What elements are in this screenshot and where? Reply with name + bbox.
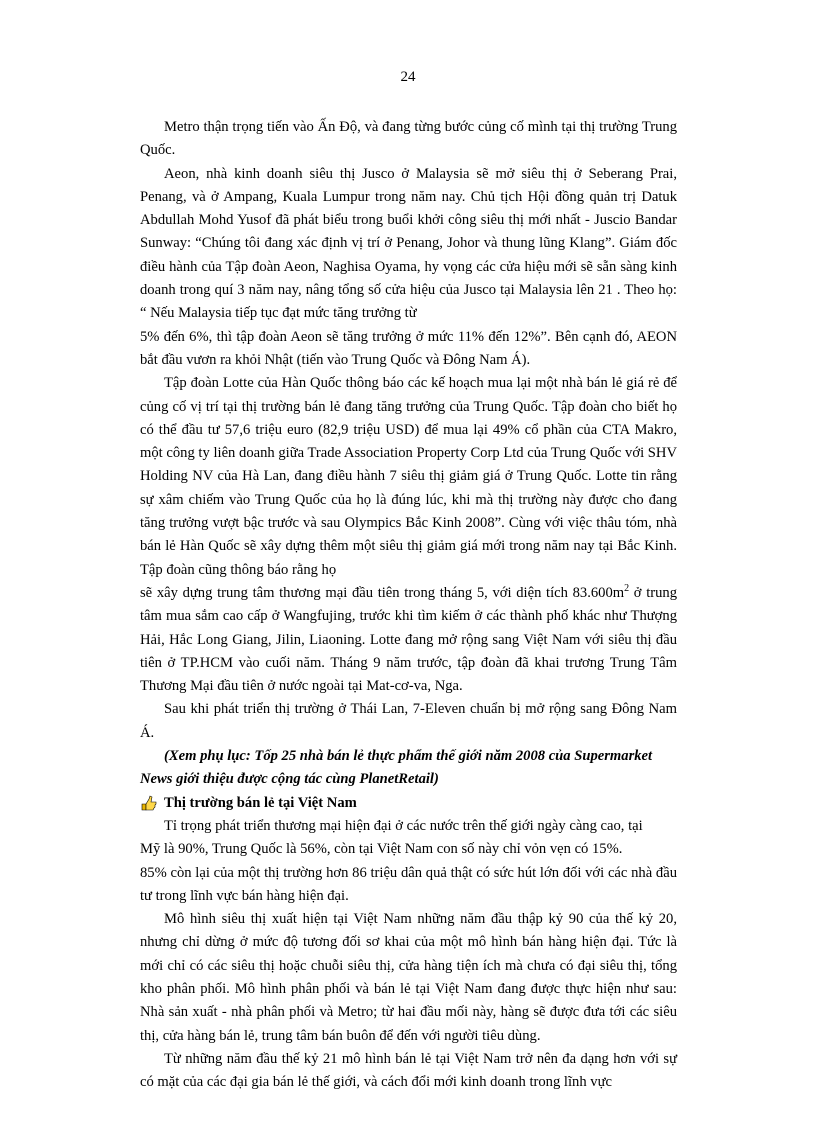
section-heading — [140, 792, 677, 815]
paragraph-vn-ratio-continued: Mỹ là 90%, Trung Quốc là 56%, còn tại Việt Nam con số này chỉ vỏn vẹn có 15%. — [140, 841, 623, 858]
section-heading-text: Thị trường bán lẻ tại Việt Nam — [164, 794, 357, 811]
document-body — [140, 116, 677, 1094]
paragraph-vn-ratio: Tỉ trọng phát triển thương mại hiện đại ở các nước trên thế giới ngày càng cao, tại — [164, 817, 643, 834]
pointing-hand-icon — [140, 795, 160, 811]
lotte-text-after: ở trung tâm mua sắm cao cấp ở Wangfujing, trước khi tìm kiếm ở các thành phố khác như Thượng Hải, Hắc Long Giang, Jilin, Liaoning. Lotte đang mở rộng sang Việt Nam với siêu thị đầu tiên ở TP.HCM vào cuối năm. Tháng 9 năm trước, tập đoàn đã khai trương Trung Tâm Thương Mại đầu tiên ở nước ngoài tại Mat-cơ-va, Nga. — [140, 584, 677, 695]
area-superscript: 2 — [624, 583, 630, 595]
paragraph-metro: Metro thận trọng tiến vào Ấn Độ, và đang từng bước củng cố mình tại thị trường Trung Quốc. — [140, 119, 677, 159]
paragraph-vn-model: Mô hình siêu thị xuất hiện tại Việt Nam những năm đầu thập kỷ 90 của thế kỷ 20, nhưng chỉ dừng ở mức độ tương đối sơ khai của một mô hình bán hàng hiện đại. Tức là mới chỉ có các siêu thị hoặc chuỗi siêu thị, cửa hàng tiện ích mà chưa có đại siêu thị, tổng kho phân phối. Mô hình phân phối và bán lẻ tại Việt Nam đang được thực hiện như sau: Nhà sản xuất - nhà phân phối và Metro; từ hai đầu mối này, hàng sẽ được đưa tới các siêu thị, cửa hàng bán lẻ, trung tâm bán buôn để đến với người tiêu dùng. — [140, 911, 677, 1044]
paragraph-aeon-continued: 5% đến 6%, thì tập đoàn Aeon sẽ tăng trưởng ở mức 11% đến 12%”. Bên cạnh đó, AEON bắt đầu vươn ra khỏi Nhật (tiến vào Trung Quốc và Đông Nam Á). — [140, 328, 677, 368]
paragraph-lotte-continued — [140, 582, 677, 698]
paragraph-lotte: Tập đoàn Lotte của Hàn Quốc thông báo các kế hoạch mua lại một nhà bán lẻ giá rẻ để củng cố vị trí tại thị trường bán lẻ đang tăng trưởng của Trung Quốc. Tập đoàn cho biết họ có thể đầu tư 57,6 triệu euro (82,9 triệu USD) để mua lại 49% cổ phần của CTA Makro, một công ty liên doanh giữa Trade Association Property Corp Ltd của Trung Quốc với SHV Holding NV của Hà Lan, đang điều hành 7 siêu thị giảm giá ở Trung Quốc. Lotte tin rằng sự xâm chiếm vào Trung Quốc của họ là đúng lúc, khi mà thị trường này được cho đang tăng trưởng vượt bậc trước và sau Olympics Bắc Kinh 2008”. Cùng với việc thâu tóm, nhà bán lẻ Hàn Quốc sẽ xây dựng thêm một siêu thị giảm giá mới trong năm nay tại Bắc Kinh. Tập đoàn cũng thông báo rằng họ — [140, 375, 677, 578]
paragraph-vn-market: 85% còn lại của một thị trường hơn 86 triệu dân quả thật có sức hút lớn đối với các nhà đầu tư trong lĩnh vực bán hàng hiện đại. — [140, 864, 677, 904]
paragraph-seven-eleven: Sau khi phát triển thị trường ở Thái Lan, 7-Eleven chuẩn bị mở rộng sang Đông Nam Á. — [140, 701, 677, 741]
paragraph-vn-21st-century: Từ những năm đầu thế kỷ 21 mô hình bán lẻ tại Việt Nam trở nên đa dạng hơn với sự có mặt của các đại gia bán lẻ thế giới, và cách đổi mới kinh doanh trong lĩnh vực — [140, 1050, 677, 1091]
appendix-note: (Xem phụ lục: Tốp 25 nhà bán lẻ thực phẩm thế giới năm 2008 của Supermarket News giới thiệu được cộng tác cùng PlanetRetail) — [140, 748, 653, 788]
lotte-text-before: sẽ xây dựng trung tâm thương mại đầu tiên trong tháng 5, với diện tích 83.600m — [140, 584, 625, 601]
paragraph-aeon: Aeon, nhà kinh doanh siêu thị Jusco ở Malaysia sẽ mở siêu thị ở Seberang Prai, Penang, và ở Ampang, Kuala Lumpur trong năm nay. Chủ tịch Hội đồng quản trị Datuk Abdullah Mohd Yusof đã phát biểu trong buổi khởi công siêu thị mới nhất - Juscio Bandar Sunway: “Chúng tôi đang xác định vị trí ở Penang, Johor và thung lũng Klang”. Giám đốc điều hành của Tập đoàn Aeon, Naghisa Oyama, hy vọng các cửa hiệu mới sẽ sẵn sàng kinh doanh trong quí 3 năm nay, nâng tổng số cửa hiệu của Jusco tại Malaysia lên 21 . Theo họ: “ Nếu Malaysia tiếp tục đạt mức tăng trưởng từ — [140, 165, 677, 322]
page-number: 24 — [400, 69, 416, 85]
